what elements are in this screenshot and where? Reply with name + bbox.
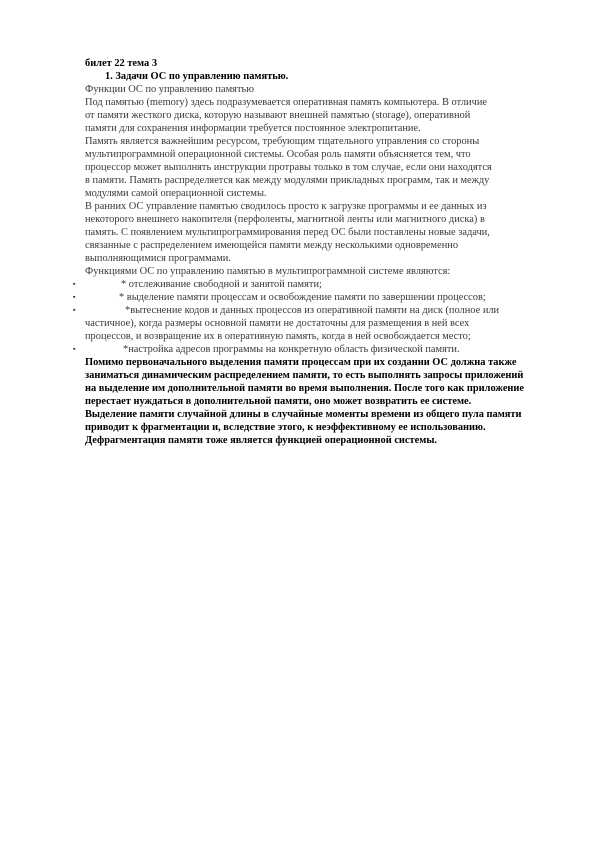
text-line: память. С появлением мультипрограммирования перед ОС были поставлены новые задачи, <box>85 227 490 238</box>
text-line: перестает нуждаться в дополнительной памяти, оно может возвратить ее системе. <box>85 396 472 407</box>
text-line: памяти для сохранения информации требуется постоянное электропитание. <box>85 123 421 134</box>
bullet-list <box>73 278 525 356</box>
text-line: в памяти. Память распределяется как между модулями прикладных программ, так и между <box>85 175 490 186</box>
text-line: от памяти жесткого диска, которую называют внешней памятью (storage), оперативной <box>85 110 471 121</box>
text-line: Память является важнейшим ресурсом, требующим тщательного управления со стороны <box>85 136 480 147</box>
text-line: некоторого внешнего накопителя (перфоленты, магнитной ленты или магнитного диска) в <box>85 214 485 225</box>
document-body <box>73 57 525 447</box>
text-line: Выделение памяти случайной длины в случайные моменты времени из общего пула памяти <box>85 409 522 420</box>
list-item <box>73 291 525 304</box>
text-line: выполняющимися программами. <box>85 253 231 264</box>
intro-paragraphs <box>85 83 525 278</box>
list-item-text: *вытеснение кодов и данных процессов из оперативной памяти на диск (полное или <box>125 305 500 316</box>
ticket-heading: билет 22 тема 3 <box>85 58 158 69</box>
bullet-marker: ▪ <box>73 345 76 353</box>
bullet-marker: ▪ <box>73 280 76 288</box>
text-line: процессор может выполнять инструкции протравы только в том случае, если они находятся <box>85 162 492 173</box>
text-line: Функциями ОС по управлению памятью в мультипрограммной системе являются: <box>85 266 451 277</box>
text-line: Функции ОС по управлению памятью <box>85 84 254 95</box>
text-line: В ранних ОС управление памятью сводилось просто к загрузке программы и ее данных из <box>85 201 487 212</box>
text-line: Под памятью (memory) здесь подразумевается оперативная память компьютера. В отличие <box>85 97 488 108</box>
bullet-marker: ▪ <box>73 306 76 314</box>
section-title: 1. Задачи ОС по управлению памятью. <box>105 71 289 82</box>
list-item <box>73 343 525 356</box>
list-item <box>73 278 525 291</box>
text-line: модулями самой операционной системы. <box>85 188 267 199</box>
list-item-continuation: процессов, и возвращение их в оперативную память, когда в ней освобождается место; <box>85 331 471 342</box>
text-line: заниматься динамическим распределением памяти, то есть выполнять запросы приложений <box>85 370 524 381</box>
list-item-text: * отслеживание свободной и занятой памяти; <box>121 279 322 290</box>
text-line: приводит к фрагментации и, вследствие этого, к неэффективному ее использованию. <box>85 422 486 433</box>
text-line: Дефрагментация памяти тоже является функцией операционной системы. <box>85 435 438 446</box>
list-item <box>73 304 525 317</box>
list-item-continuation: частичное), когда размеры основной памяти не достаточны для размещения в ней всех <box>85 318 470 329</box>
text-line: мультипрограммной операционной системы. Особая роль памяти объясняется тем, что <box>85 149 471 160</box>
bullet-marker: ▪ <box>73 293 76 301</box>
text-line: связанные с распределением имеющейся памяти между несколькими одновременно <box>85 240 459 251</box>
text-line: на выделение им дополнительной памяти во время выполнения. После того как приложение <box>85 383 525 394</box>
text-line: Помимо первоначального выделения памяти процессам при их создании ОС должна также <box>85 357 517 368</box>
list-item-text: * выделение памяти процессам и освобождение памяти по завершении процессов; <box>119 292 486 303</box>
list-item-text: *настройка адресов программы на конкретную область физической памяти. <box>123 344 460 355</box>
bold-paragraphs <box>85 356 525 447</box>
